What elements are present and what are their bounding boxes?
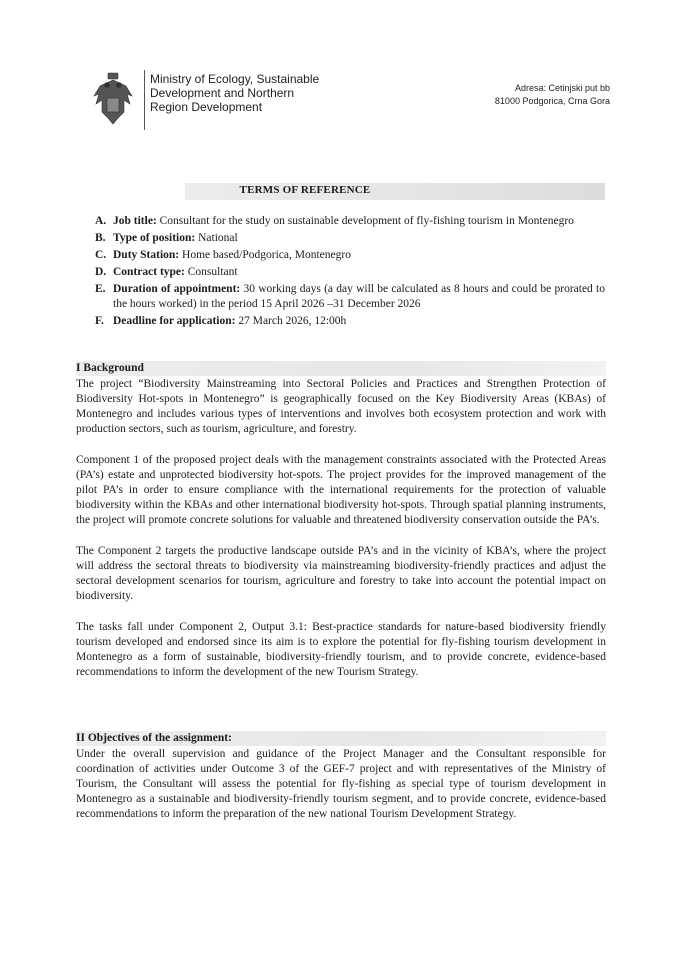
item-letter: D. — [95, 266, 107, 278]
item-letter: E. — [95, 283, 106, 295]
address-line: Adresa: Cetinjski put bb — [514, 83, 610, 93]
address-line: 81000 Podgorica, Crna Gora — [494, 96, 610, 106]
letterhead — [90, 70, 610, 132]
item-label: Job title: — [113, 215, 157, 227]
item-letter: A. — [95, 215, 107, 227]
objectives-section — [76, 731, 606, 822]
detail-item — [95, 265, 605, 280]
paragraph: The Component 2 targets the productive landscape outside PA’s and in the vicinity of KBA’s, where the project will address the sectoral threats to biodiversity via mainstreaming biodiversity-friendly practices and adjust the sectoral development scenarios for tourism, agriculture and forestry to take into account the potential impact on biodiversity. — [76, 545, 606, 602]
position-details — [95, 214, 605, 331]
ministry-name — [150, 72, 360, 114]
paragraph: The project “Biodiversity Mainstreaming into Sectoral Policies and Practices and Strengthen Protection of Biodiversity Hot-spots in Montenegro” is geographically focused on the Key Biodiversity Areas (KBAs) of Montenegro and includes various types of interventions and involves both ecosystem protection and work with production sectors, such as tourism, agriculture, and forestry. — [76, 378, 606, 435]
item-label: Duration of appointment: — [113, 283, 241, 295]
item-label: Type of position: — [113, 232, 196, 244]
background-section — [76, 361, 606, 680]
ministry-address — [495, 82, 610, 108]
document-title: TERMS OF REFERENCE — [239, 184, 371, 196]
item-label: Contract type: — [113, 266, 185, 278]
item-label: Duty Station: — [113, 249, 180, 261]
item-label: Deadline for application: — [113, 315, 236, 327]
paragraph: Component 1 of the proposed project deals with the management constraints associated with the Protected Areas (PA’s) estate and unprotected biodiversity hot-spots. The project provides for the improved management of the pilot PA’s in order to ensure compliance with the international requirements for the protection of valuable biodiversity within the KBAs and other international biodiversity hot-spots. Through spatial planning instruments, the project will promote concrete solutions for valuable and threatened biodiversity conservation outside the PA’s. — [76, 454, 606, 526]
item-letter: C. — [95, 249, 107, 261]
detail-item — [95, 282, 605, 312]
detail-item — [95, 248, 605, 263]
paragraph: The tasks fall under Component 2, Output 3.1: Best-practice standards for nature-based biodiversity friendly tourism developed and endorsed since its aim is to explore the potential for fly-fishing tourism development in Montenegro as a form of sustainable, biodiversity-friendly tourism, and to provide concrete, evidence-based recommendations to inform the development of the new Tourism Strategy. — [76, 621, 606, 678]
item-value: 27 March 2026, 12:00h — [235, 315, 347, 327]
coat-of-arms-icon — [90, 72, 136, 128]
item-value: Consultant for the study on sustainable development of fly-fishing tourism in Montenegro — [156, 215, 574, 227]
ministry-line: Development and Northern — [150, 86, 295, 100]
item-letter: F. — [95, 315, 104, 327]
paragraph: Under the overall supervision and guidance of the Project Manager and the Consultant responsible for coordination of activities under Outcome 3 of the GEF-7 project and with representatives of the Ministry of Tourism, the Consultant will assess the potential for fly-fishing as special type of tourism development in Montenegro as a sustainable and biodiversity-friendly tourism segment, and to provide concrete, evidence-based recommendations to inform the preparation of the new national Tourism Development Strategy. — [76, 748, 606, 820]
item-value: 30 working days (a day will be calculated as 8 hours and could be prorated to the hours worked) in the period 15 April 2026 –31 December 2026 — [113, 283, 605, 310]
ministry-line: Region Development — [150, 100, 263, 114]
item-value: National — [195, 232, 238, 244]
detail-item — [95, 231, 605, 246]
ministry-line: Ministry of Ecology, Sustainable — [150, 72, 320, 86]
detail-item — [95, 314, 605, 329]
section-heading: II Objectives of the assignment: — [76, 732, 232, 744]
item-value: Home based/Podgorica, Montenegro — [179, 249, 351, 261]
item-value: Consultant — [184, 266, 238, 278]
header-divider — [144, 70, 145, 130]
section-heading: I Background — [76, 362, 144, 374]
detail-item — [95, 214, 605, 229]
item-letter: B. — [95, 232, 106, 244]
